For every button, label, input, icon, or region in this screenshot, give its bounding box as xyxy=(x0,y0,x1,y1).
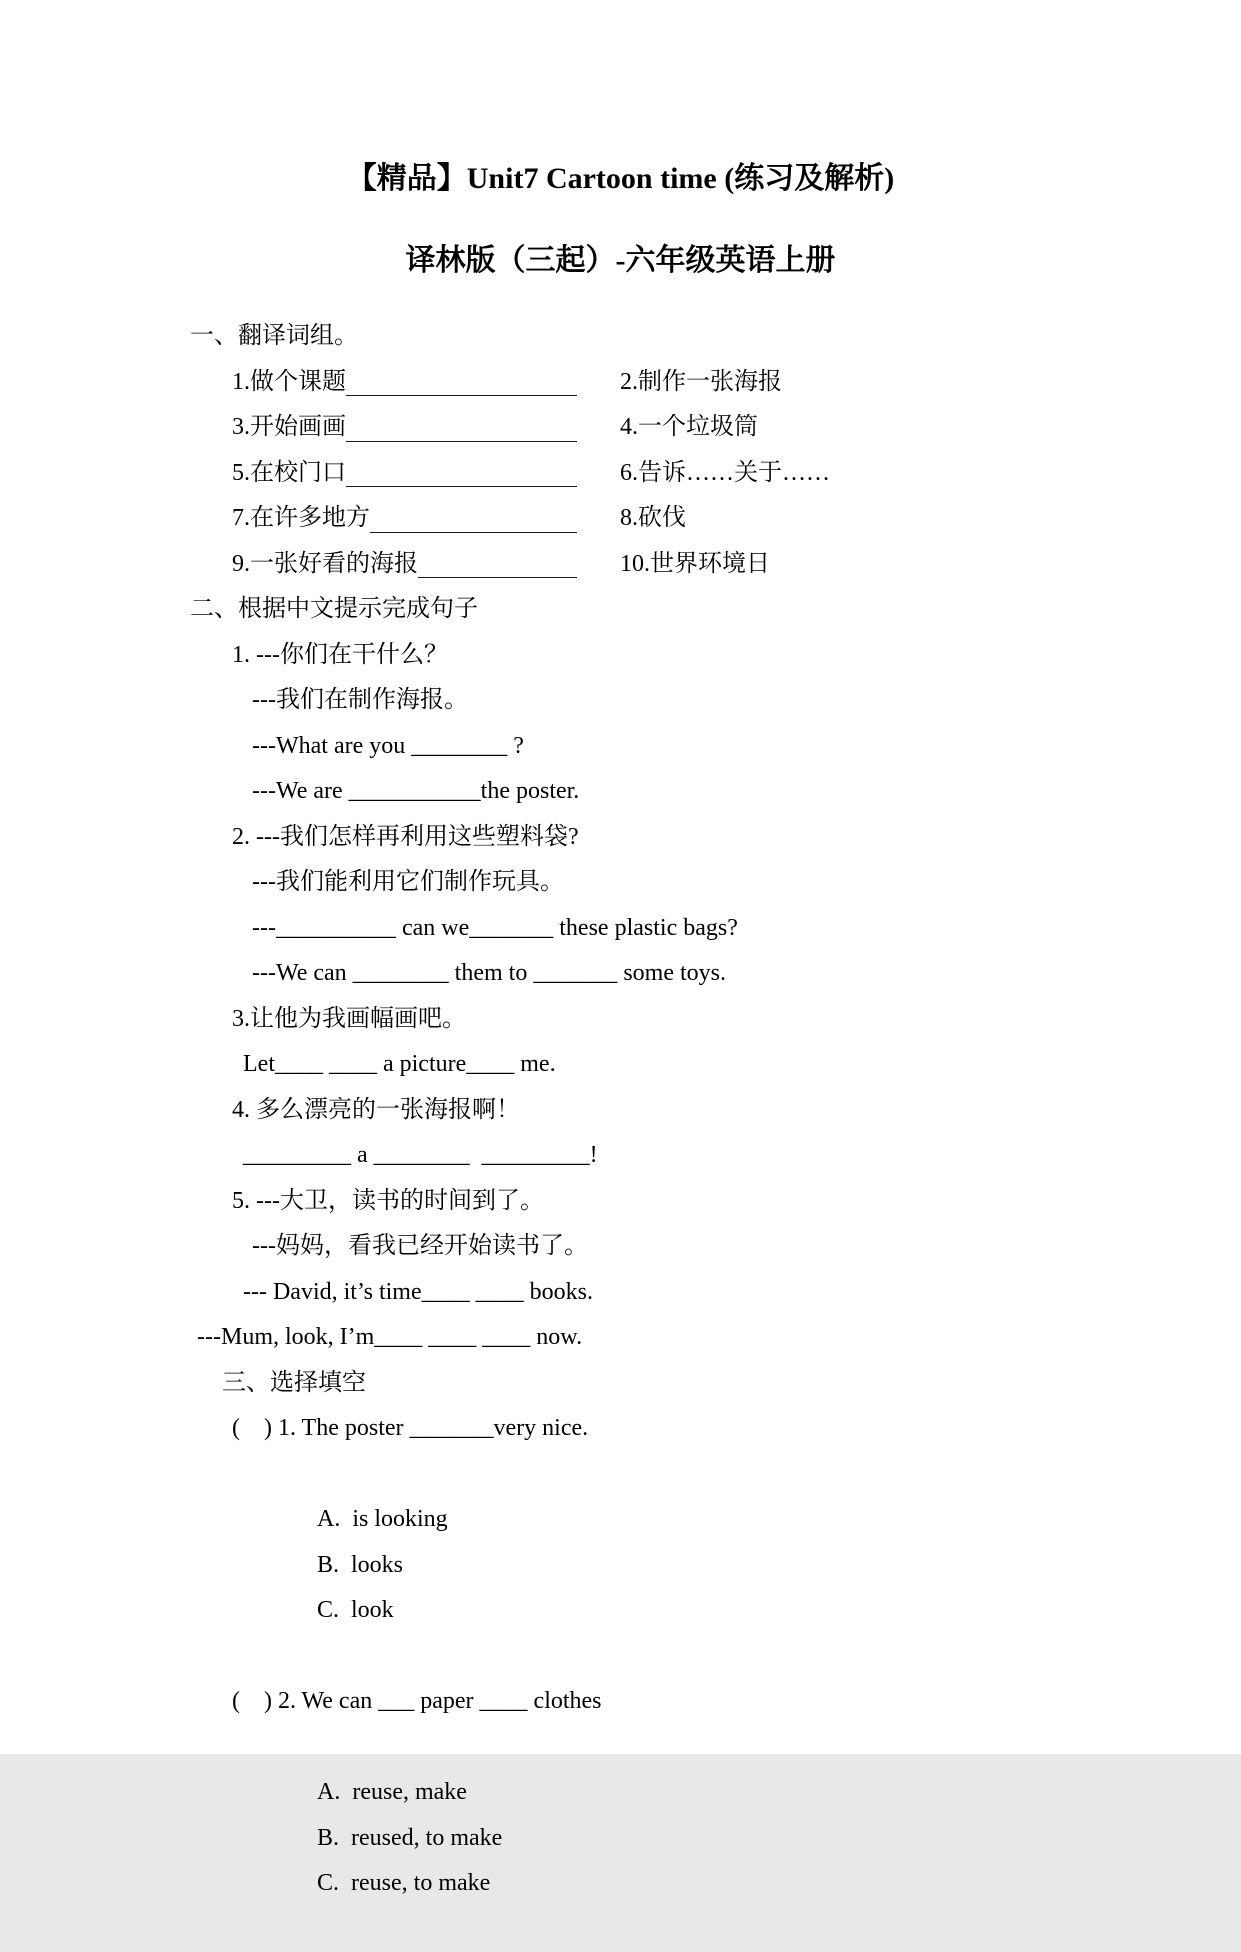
sentence-line: ---__________ can we_______ these plastic bags? xyxy=(0,906,1241,952)
translation-item-label: 7.在许多地方 xyxy=(232,496,370,542)
sentence-line: _________ a ________ _________! xyxy=(0,1133,1241,1179)
answer-blank-line xyxy=(370,496,577,533)
translation-item-label: 1.做个课题 xyxy=(232,360,346,406)
page-subtitle: 译林版（三起）-六年级英语上册 xyxy=(0,238,1241,284)
answer-blank-line xyxy=(418,542,577,579)
translation-item-label: 5.在校门口 xyxy=(232,451,346,497)
sentence-line: ---We can ________ them to _______ some toys. xyxy=(0,951,1241,997)
sentence-line: ---我们能利用它们制作玩具。 xyxy=(0,860,1241,906)
translation-row xyxy=(0,360,1241,406)
translation-item-left xyxy=(232,405,620,451)
translation-item-left xyxy=(232,451,620,497)
answer-blank-line xyxy=(346,360,577,397)
sentence-line: Let____ ____ a picture____ me. xyxy=(0,1042,1241,1088)
translation-item-right: 8.砍伐 xyxy=(620,496,1241,542)
mcq-stem: ( ) 1. The poster _______very nice. xyxy=(0,1406,1241,1452)
answer-blank-line xyxy=(346,451,577,488)
mcq-options-row xyxy=(0,1452,1241,1680)
mcq-option: A. is looking xyxy=(317,1497,510,1543)
sentence-line: ---We are ___________the poster. xyxy=(0,769,1241,815)
translation-item-right: 4.一个垃圾筒 xyxy=(620,405,1241,451)
translation-item-right: 10.世界环境日 xyxy=(620,542,1241,588)
mcq-option: B. looks xyxy=(317,1543,473,1589)
sentence-line: 2. ---我们怎样再利用这些塑料袋? xyxy=(0,815,1241,861)
translation-row xyxy=(0,405,1241,451)
sentence-line: 4. 多么漂亮的一张海报啊！ xyxy=(0,1088,1241,1134)
translation-item-left xyxy=(232,360,620,406)
translation-item-label: 9.一张好看的海报 xyxy=(232,542,418,588)
answer-blank-line xyxy=(346,405,577,442)
sentence-line: 5. ---大卫，读书的时间到了。 xyxy=(0,1179,1241,1225)
translation-item-left xyxy=(232,496,620,542)
sentence-line: ---我们在制作海报。 xyxy=(0,678,1241,724)
section-1-heading: 一、翻译词组。 xyxy=(0,314,1241,360)
sentence-line: ---妈妈，看我已经开始读书了。 xyxy=(0,1224,1241,1270)
page-title: 【精品】Unit7 Cartoon time (练习及解析) xyxy=(0,156,1241,202)
sentence-line: 3.让他为我画幅画吧。 xyxy=(0,997,1241,1043)
sentence-line: ---What are you ________ ? xyxy=(0,724,1241,770)
mcq-option: C. reuse, to make xyxy=(317,1861,490,1907)
translation-row xyxy=(0,451,1241,497)
mcq-option: B. reused, to make xyxy=(317,1816,522,1862)
mcq-options-row xyxy=(0,1725,1241,1952)
mcq-option: A. reuse, make xyxy=(317,1770,506,1816)
mcq-option: C. look xyxy=(317,1588,394,1634)
sentence-line: ---Mum, look, I’m____ ____ ____ now. xyxy=(0,1315,1241,1361)
section-3-heading: 三、选择填空 xyxy=(0,1361,1241,1407)
translation-item-right: 6.告诉……关于…… xyxy=(620,451,1241,497)
translation-row xyxy=(0,542,1241,588)
section-2-heading: 二、根据中文提示完成句子 xyxy=(0,587,1241,633)
mcq-stem: ( ) 2. We can ___ paper ____ clothes xyxy=(0,1679,1241,1725)
translation-row xyxy=(0,496,1241,542)
sentence-line: 1. ---你们在干什么？ xyxy=(0,633,1241,679)
sentence-line: --- David, it’s time____ ____ books. xyxy=(0,1270,1241,1316)
translation-item-right: 2.制作一张海报 xyxy=(620,360,1241,406)
translation-item-label: 3.开始画画 xyxy=(232,405,346,451)
translation-item-left xyxy=(232,542,620,588)
